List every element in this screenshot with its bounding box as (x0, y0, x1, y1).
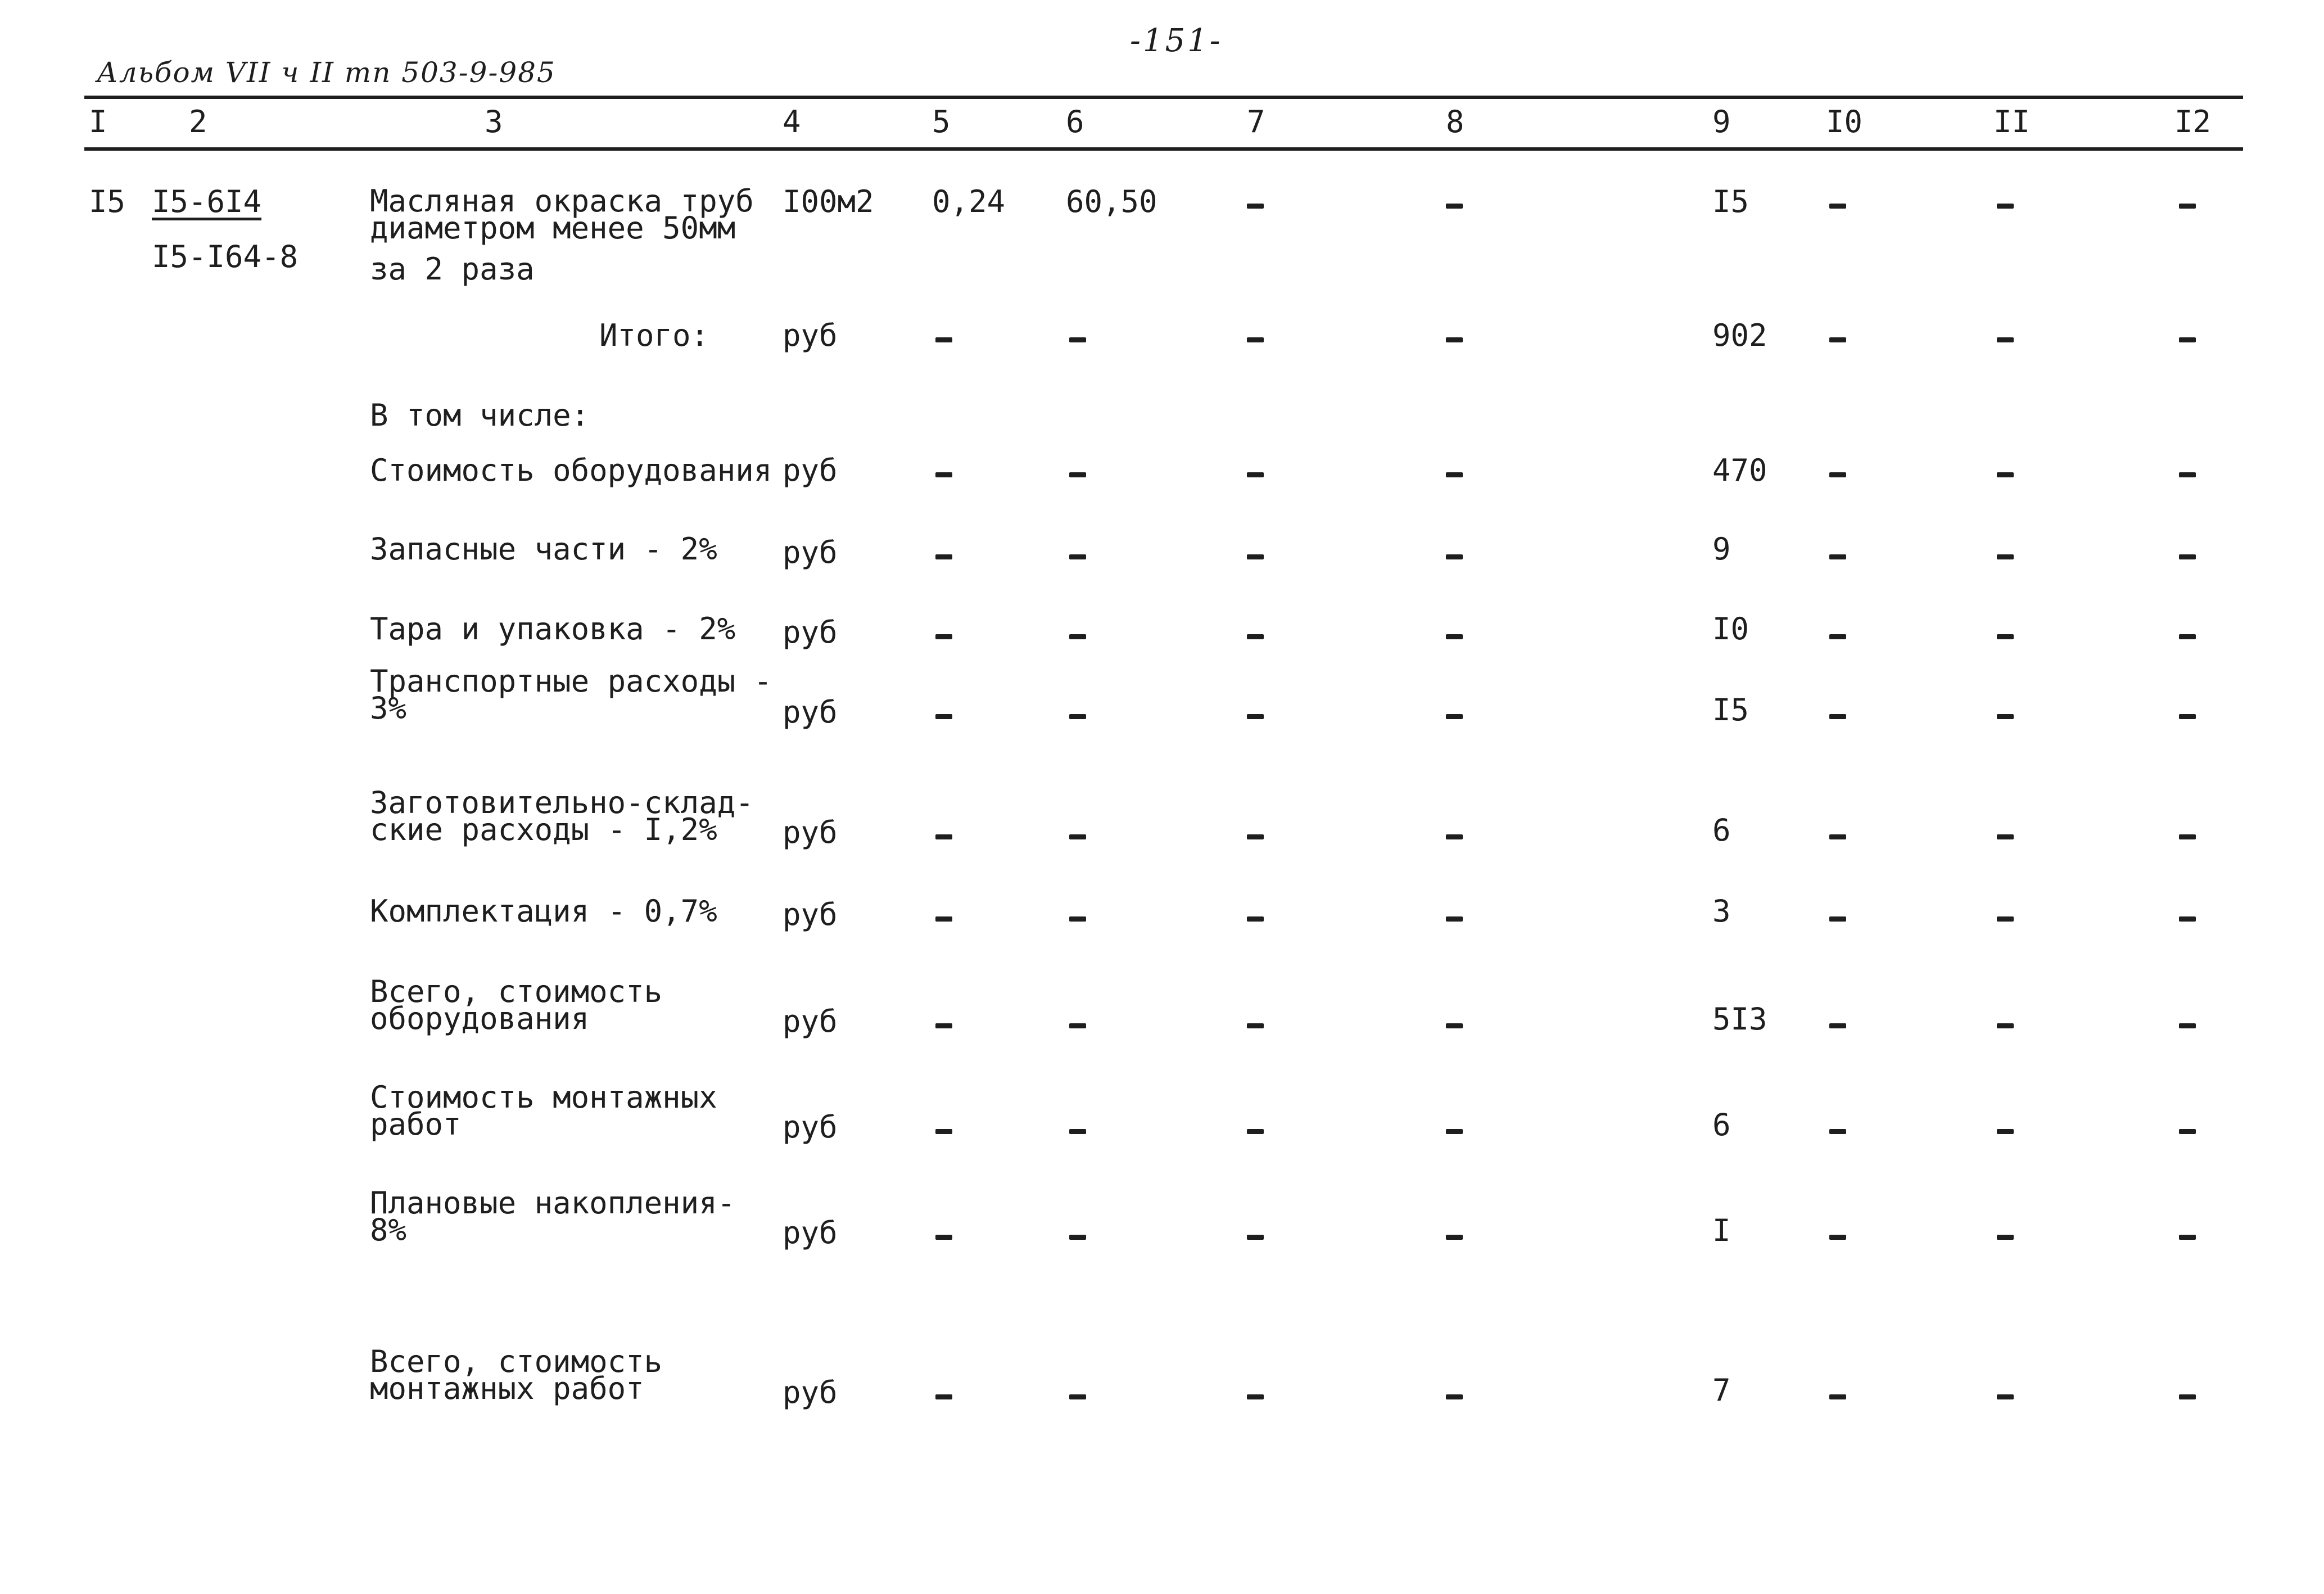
dash-col8 (1446, 472, 1463, 477)
dash-col10 (1829, 1129, 1846, 1134)
dash-col10 (1829, 834, 1846, 839)
column-header-7: 7 (1247, 104, 1265, 139)
unit: руб (783, 815, 838, 850)
column-header-9: 9 (1712, 104, 1731, 139)
row-number: I5 (89, 184, 126, 219)
dash-col7 (1247, 1235, 1264, 1240)
dash-col5 (935, 337, 952, 342)
dash-col12 (2179, 554, 2196, 559)
dash-col8 (1446, 1235, 1463, 1240)
dash-col5 (935, 1235, 952, 1240)
dash-col11 (1997, 204, 2014, 209)
total-value: I5 (1712, 184, 1749, 219)
total-value: 470 (1712, 453, 1767, 488)
dash-col6 (1069, 1129, 1086, 1134)
unit: I00м2 (783, 184, 874, 219)
dash-col12 (2179, 714, 2196, 719)
dash-col8 (1446, 337, 1463, 342)
dash-col10 (1829, 1235, 1846, 1240)
total-value: 6 (1712, 812, 1731, 848)
dash-col5 (935, 1129, 952, 1134)
row-description: Плановые накопления- 8% (370, 1185, 736, 1248)
row-description: В том числе: (370, 398, 590, 433)
item-description-extra: за 2 раза (370, 251, 535, 287)
total-value: I5 (1712, 692, 1749, 728)
dash-col5 (935, 472, 952, 477)
dash-col6 (1069, 337, 1086, 342)
row-description: Итого: (599, 318, 709, 353)
dash-col7 (1247, 472, 1264, 477)
unit: руб (783, 535, 838, 570)
unit: руб (783, 453, 838, 488)
unit: руб (783, 1109, 838, 1145)
dash-col10 (1829, 916, 1846, 922)
dash-col6 (1069, 634, 1086, 639)
page-number: -151- (1130, 22, 1223, 59)
dash-col12 (2179, 337, 2196, 342)
dash-col5 (935, 554, 952, 559)
dash-col5 (935, 1023, 952, 1028)
dash-col10 (1829, 714, 1846, 719)
unit: руб (783, 1375, 838, 1410)
column-header-1: I (89, 104, 107, 139)
norm-code: I5-I64-8 (152, 239, 299, 274)
dash-col6 (1069, 834, 1086, 839)
dash-col5 (935, 834, 952, 839)
price-code: I5-6I4 (152, 184, 262, 219)
row-description: Всего, стоимость монтажных работ (370, 1344, 663, 1406)
dash-col8 (1446, 714, 1463, 719)
dash-col8 (1446, 634, 1463, 639)
dash-col12 (2179, 204, 2196, 209)
dash-col10 (1829, 634, 1846, 639)
row-description: Тара и упаковка - 2% (370, 611, 736, 647)
dash-col10 (1829, 472, 1846, 477)
dash-col8 (1446, 834, 1463, 839)
dash-col11 (1997, 916, 2014, 922)
dash-col5 (935, 714, 952, 719)
dash-col5 (935, 1394, 952, 1399)
column-header-8: 8 (1446, 104, 1464, 139)
dash-col7 (1247, 834, 1264, 839)
dash-col11 (1997, 834, 2014, 839)
row-description: Транспортные расходы - 3% (370, 663, 772, 726)
unit: руб (783, 1215, 838, 1250)
item-description: Масляная окраска труб диаметром менее 50мм (370, 183, 754, 246)
dash-col11 (1997, 1023, 2014, 1028)
dash-col8 (1446, 204, 1463, 209)
unit: руб (783, 897, 838, 932)
dash-col11 (1997, 472, 2014, 477)
column-header-5: 5 (932, 104, 951, 139)
total-value: I (1712, 1213, 1731, 1248)
dash-col10 (1829, 337, 1846, 342)
dash-col12 (2179, 1394, 2196, 1399)
dash-col12 (2179, 472, 2196, 477)
dash-col8 (1446, 1129, 1463, 1134)
dash-col5 (935, 916, 952, 922)
dash-col7 (1247, 554, 1264, 559)
column-header-4: 4 (783, 104, 801, 139)
dash-col11 (1997, 1235, 2014, 1240)
column-header-10: I0 (1826, 104, 1863, 139)
total-value: 7 (1712, 1372, 1731, 1408)
dash-col7 (1247, 337, 1264, 342)
dash-col8 (1446, 1023, 1463, 1028)
row-description: Всего, стоимость оборудования (370, 974, 663, 1036)
dash-col11 (1997, 1394, 2014, 1399)
dash-col11 (1997, 1129, 2014, 1134)
dash-col7 (1247, 204, 1264, 209)
dash-col10 (1829, 1394, 1846, 1399)
total-value: 9 (1712, 531, 1731, 567)
dash-col7 (1247, 916, 1264, 922)
row-description: Стоимость монтажных работ (370, 1080, 717, 1142)
dash-col8 (1446, 916, 1463, 922)
top-rule (84, 96, 2243, 99)
dash-col12 (2179, 1129, 2196, 1134)
unit-price: 60,50 (1066, 184, 1158, 219)
total-value: I0 (1712, 611, 1749, 647)
total-value: 902 (1712, 318, 1767, 353)
dash-col11 (1997, 337, 2014, 342)
total-value: 5I3 (1712, 1001, 1767, 1037)
dash-col12 (2179, 1023, 2196, 1028)
quantity: 0,24 (932, 184, 1006, 219)
dash-col7 (1247, 1129, 1264, 1134)
dash-col6 (1069, 1394, 1086, 1399)
column-header-2: 2 (189, 104, 207, 139)
dash-col6 (1069, 714, 1086, 719)
column-header-11: II (1993, 104, 2031, 139)
dash-col5 (935, 634, 952, 639)
dash-col11 (1997, 554, 2014, 559)
dash-col10 (1829, 554, 1846, 559)
dash-col11 (1997, 634, 2014, 639)
dash-col12 (2179, 1235, 2196, 1240)
dash-col8 (1446, 554, 1463, 559)
column-header-6: 6 (1066, 104, 1084, 139)
unit: руб (783, 615, 838, 650)
unit: руб (783, 318, 838, 353)
dash-col10 (1829, 1023, 1846, 1028)
dash-col6 (1069, 1023, 1086, 1028)
header-rule (84, 147, 2243, 151)
row-description: Комплектация - 0,7% (370, 893, 717, 929)
unit: руб (783, 1004, 838, 1039)
dash-col12 (2179, 916, 2196, 922)
dash-col12 (2179, 834, 2196, 839)
row-description: Стоимость оборудования (370, 453, 772, 488)
album-reference: Альбом VII ч II тп 503-9-985 (97, 56, 556, 89)
dash-col6 (1069, 1235, 1086, 1240)
dash-col11 (1997, 714, 2014, 719)
dash-col6 (1069, 472, 1086, 477)
column-header-12: I2 (2174, 104, 2212, 139)
column-header-3: 3 (485, 104, 503, 139)
dash-col7 (1247, 1394, 1264, 1399)
dash-col12 (2179, 634, 2196, 639)
dash-col7 (1247, 714, 1264, 719)
row-description: Заготовительно-склад- ские расходы - I,2% (370, 785, 754, 847)
dash-col7 (1247, 634, 1264, 639)
dash-col6 (1069, 554, 1086, 559)
dash-col6 (1069, 916, 1086, 922)
dash-col7 (1247, 1023, 1264, 1028)
total-value: 3 (1712, 893, 1731, 929)
unit: руб (783, 694, 838, 730)
row-description: Запасные части - 2% (370, 531, 717, 567)
dash-col8 (1446, 1394, 1463, 1399)
total-value: 6 (1712, 1107, 1731, 1143)
dash-col10 (1829, 204, 1846, 209)
